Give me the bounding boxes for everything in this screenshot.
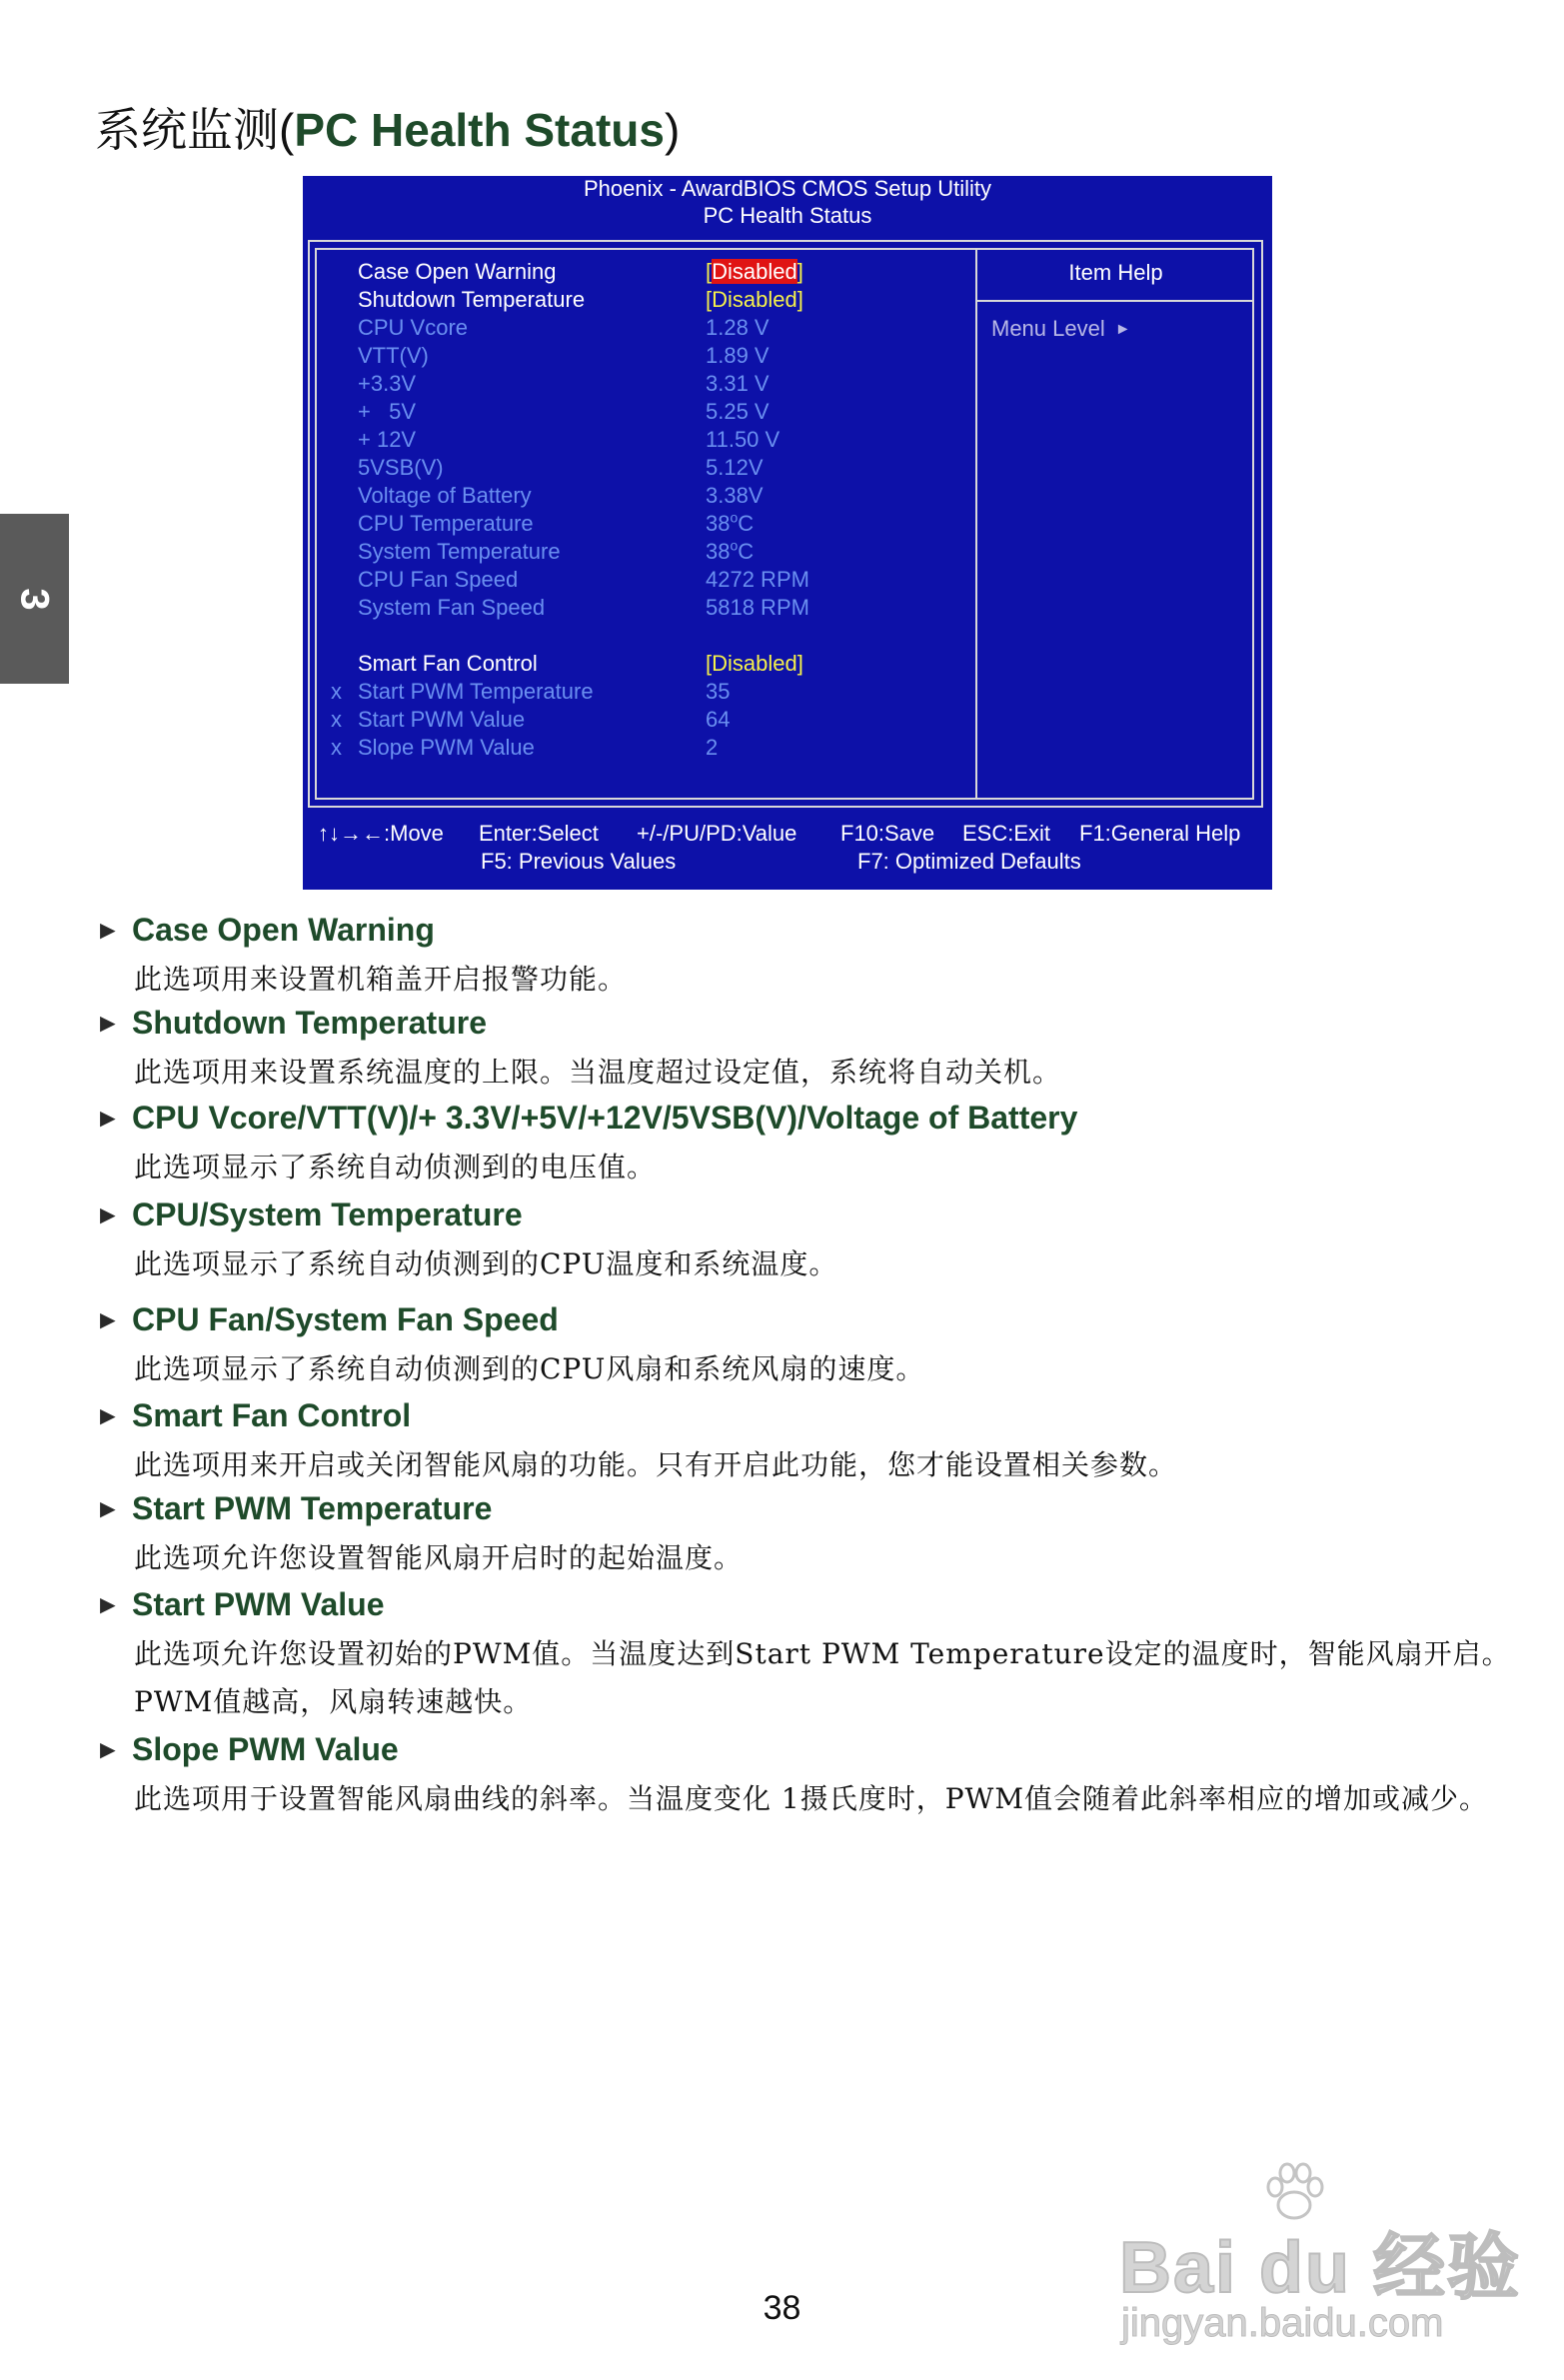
- item-heading: [95, 1297, 1494, 1343]
- item-title: Smart Fan Control: [132, 1397, 412, 1433]
- item-description: 此选项用来开启或关闭智能风扇的功能。只有开启此功能，您才能设置相关参数。: [134, 1448, 1178, 1481]
- bracket-open: [: [706, 259, 713, 284]
- bios-row-value[interactable]: [Disabled]: [706, 287, 803, 312]
- bios-row-value: 4272 RPM: [706, 567, 809, 592]
- page-title-en: PC Health Status: [294, 104, 665, 156]
- triangle-bullet-icon: ►: [95, 1589, 121, 1619]
- footer-exit: ESC:Exit: [962, 821, 1051, 846]
- item-help-title: Item Help: [1068, 260, 1163, 285]
- item-heading: [95, 1486, 1494, 1532]
- bios-frame-divider: [975, 248, 977, 800]
- page-number: 38: [763, 2289, 801, 2327]
- bios-row-value: 1.89 V: [706, 343, 770, 368]
- bios-row-label: VTT(V): [358, 343, 429, 368]
- menu-level-label: Menu Level: [991, 316, 1105, 341]
- desc-slope-pwm-value: [95, 1727, 1494, 1823]
- triangle-bullet-icon: ►: [95, 1304, 121, 1334]
- watermark-url: jingyan.baidu.com: [1121, 2301, 1444, 2345]
- bios-row-value: 2: [706, 735, 719, 760]
- bios-row-label: Voltage of Battery: [358, 483, 532, 508]
- bios-row-label: + 12V: [358, 427, 417, 452]
- triangle-bullet-icon: ►: [95, 1734, 121, 1764]
- bios-row-label: Start PWM Temperature: [358, 679, 594, 704]
- bios-row-label: Slope PWM Value: [358, 735, 535, 760]
- temp-number: 38: [706, 511, 731, 536]
- bios-row-label: System Fan Speed: [358, 595, 546, 620]
- bios-row-value: 3.38V: [706, 483, 764, 508]
- bios-row-label: +3.3V: [358, 371, 417, 396]
- temp-unit: C: [738, 539, 755, 564]
- triangle-bullet-icon: ►: [95, 1008, 121, 1038]
- item-title: Case Open Warning: [132, 912, 435, 948]
- item-description: 此选项显示了系统自动侦测到的CPU温度和系统温度。: [134, 1247, 838, 1280]
- item-description: 此选项用来设置系统温度的上限。当温度超过设定值，系统将自动关机。: [134, 1056, 1062, 1089]
- bios-row-label: CPU Fan Speed: [358, 567, 519, 592]
- bios-screenshot: [303, 176, 1272, 890]
- bios-row-label: Smart Fan Control: [358, 651, 538, 676]
- item-title: Slope PWM Value: [132, 1731, 399, 1767]
- bios-row-value: [706, 510, 754, 538]
- desc-shutdown-temperature: [95, 1001, 1494, 1097]
- footer-previous-values: F5: Previous Values: [481, 849, 677, 874]
- bios-row-value: 5.12V: [706, 455, 764, 480]
- bios-row-value: [706, 538, 754, 566]
- bios-row-label: System Temperature: [358, 539, 561, 564]
- footer-enter: Enter:Select: [479, 821, 599, 846]
- bios-title: Phoenix - AwardBIOS CMOS Setup Utility: [584, 176, 991, 201]
- temp-number: 38: [706, 539, 731, 564]
- footer-save: F10:Save: [840, 821, 935, 846]
- disabled-marker: x: [331, 735, 342, 760]
- triangle-bullet-icon: ►: [95, 1400, 121, 1430]
- page-title-cn: 系统监测: [95, 103, 279, 157]
- bios-row-value[interactable]: [Disabled]: [706, 651, 803, 676]
- desc-temperatures: [95, 1192, 1494, 1288]
- item-title: Shutdown Temperature: [132, 1005, 487, 1041]
- disabled-marker: x: [331, 707, 342, 732]
- item-title: CPU Vcore/VTT(V)/+ 3.3V/+5V/+12V/5VSB(V)/Voltage of Battery: [132, 1100, 1078, 1136]
- triangle-bullet-icon: ►: [95, 1493, 121, 1523]
- bios-row-value: 35: [706, 679, 731, 704]
- item-heading: [95, 1393, 1494, 1439]
- selected-value-highlight: Disabled: [712, 259, 797, 284]
- footer-optimized-defaults: F7: Optimized Defaults: [857, 849, 1081, 874]
- item-description: 此选项显示了系统自动侦测到的CPU风扇和系统风扇的速度。: [134, 1352, 925, 1385]
- desc-smart-fan-control: [95, 1393, 1494, 1489]
- desc-voltages: [95, 1096, 1494, 1191]
- item-title: Start PWM Temperature: [132, 1490, 493, 1526]
- title-paren-open: (: [279, 104, 295, 156]
- bios-row-value: 5.25 V: [706, 399, 770, 424]
- bios-row-value: 64: [706, 707, 731, 732]
- item-description: 此选项用于设置智能风扇曲线的斜率。当温度变化 1摄氏度时，PWM值会随着此斜率相应的增加或减少。: [134, 1782, 1489, 1815]
- bracket-close: ]: [796, 259, 803, 284]
- item-heading: [95, 1582, 1494, 1628]
- item-heading: [95, 1096, 1494, 1142]
- item-heading: [95, 1001, 1494, 1047]
- page-title: [95, 98, 680, 162]
- bios-row-label: CPU Vcore: [358, 315, 469, 340]
- footer-move: ↑↓→←:Move: [318, 821, 444, 846]
- bios-row-label: Case Open Warning: [358, 259, 557, 284]
- bios-row-value: 11.50 V: [706, 427, 781, 452]
- temp-unit: C: [738, 511, 755, 536]
- title-paren-close: ): [664, 104, 681, 156]
- bios-row-value[interactable]: [706, 258, 803, 286]
- triangle-bullet-icon: ►: [95, 1103, 121, 1133]
- footer-value: +/-/PU/PD:Value: [637, 821, 797, 846]
- triangle-bullet-icon: ►: [95, 915, 121, 945]
- footer-help: F1:General Help: [1079, 821, 1241, 846]
- baidu-watermark: [1119, 2159, 1522, 2359]
- chapter-number: 3: [13, 587, 57, 611]
- chapter-tab: [0, 514, 69, 684]
- degree-mark: o: [730, 509, 739, 526]
- bios-row-label: Start PWM Value: [358, 707, 526, 732]
- item-description: 此选项显示了系统自动侦测到的电压值。: [134, 1151, 657, 1184]
- item-title: Start PWM Value: [132, 1586, 385, 1622]
- bios-row-value: 5818 RPM: [706, 595, 809, 620]
- desc-case-open-warning: [95, 908, 1494, 1004]
- bios-row-label: CPU Temperature: [358, 511, 534, 536]
- triangle-bullet-icon: ►: [95, 1199, 121, 1229]
- help-separator: [975, 300, 1254, 302]
- watermark-brand: Bai du 经验: [1119, 2228, 1522, 2308]
- bios-row-label: Shutdown Temperature: [358, 287, 586, 312]
- item-title: CPU/System Temperature: [132, 1196, 523, 1232]
- item-description: 此选项用来设置机箱盖开启报警功能。: [134, 963, 628, 996]
- desc-start-pwm-temperature: [95, 1486, 1494, 1582]
- item-description: 此选项允许您设置智能风扇开启时的起始温度。: [134, 1541, 744, 1574]
- bios-row-label: 5VSB(V): [358, 455, 444, 480]
- menu-level-arrow-icon: ►: [1114, 321, 1131, 338]
- desc-fan-speeds: [95, 1297, 1494, 1393]
- item-heading: [95, 908, 1494, 954]
- disabled-marker: x: [331, 679, 342, 704]
- desc-start-pwm-value: [95, 1582, 1511, 1726]
- item-heading: [95, 1727, 1494, 1773]
- bios-row-value: 1.28 V: [706, 315, 770, 340]
- menu-level: [991, 316, 1131, 342]
- item-description: 此选项允许您设置初始的PWM值。当温度达到Start PWM Temperature设定的温度时，智能风扇开启。PWM值越高，风扇转速越快。: [134, 1637, 1511, 1718]
- bios-subtitle: PC Health Status: [703, 203, 872, 228]
- item-heading: [95, 1192, 1494, 1238]
- bios-row-value: 3.31 V: [706, 371, 770, 396]
- bios-row-label: + 5V: [358, 399, 417, 424]
- item-title: CPU Fan/System Fan Speed: [132, 1301, 559, 1337]
- degree-mark: o: [730, 537, 739, 554]
